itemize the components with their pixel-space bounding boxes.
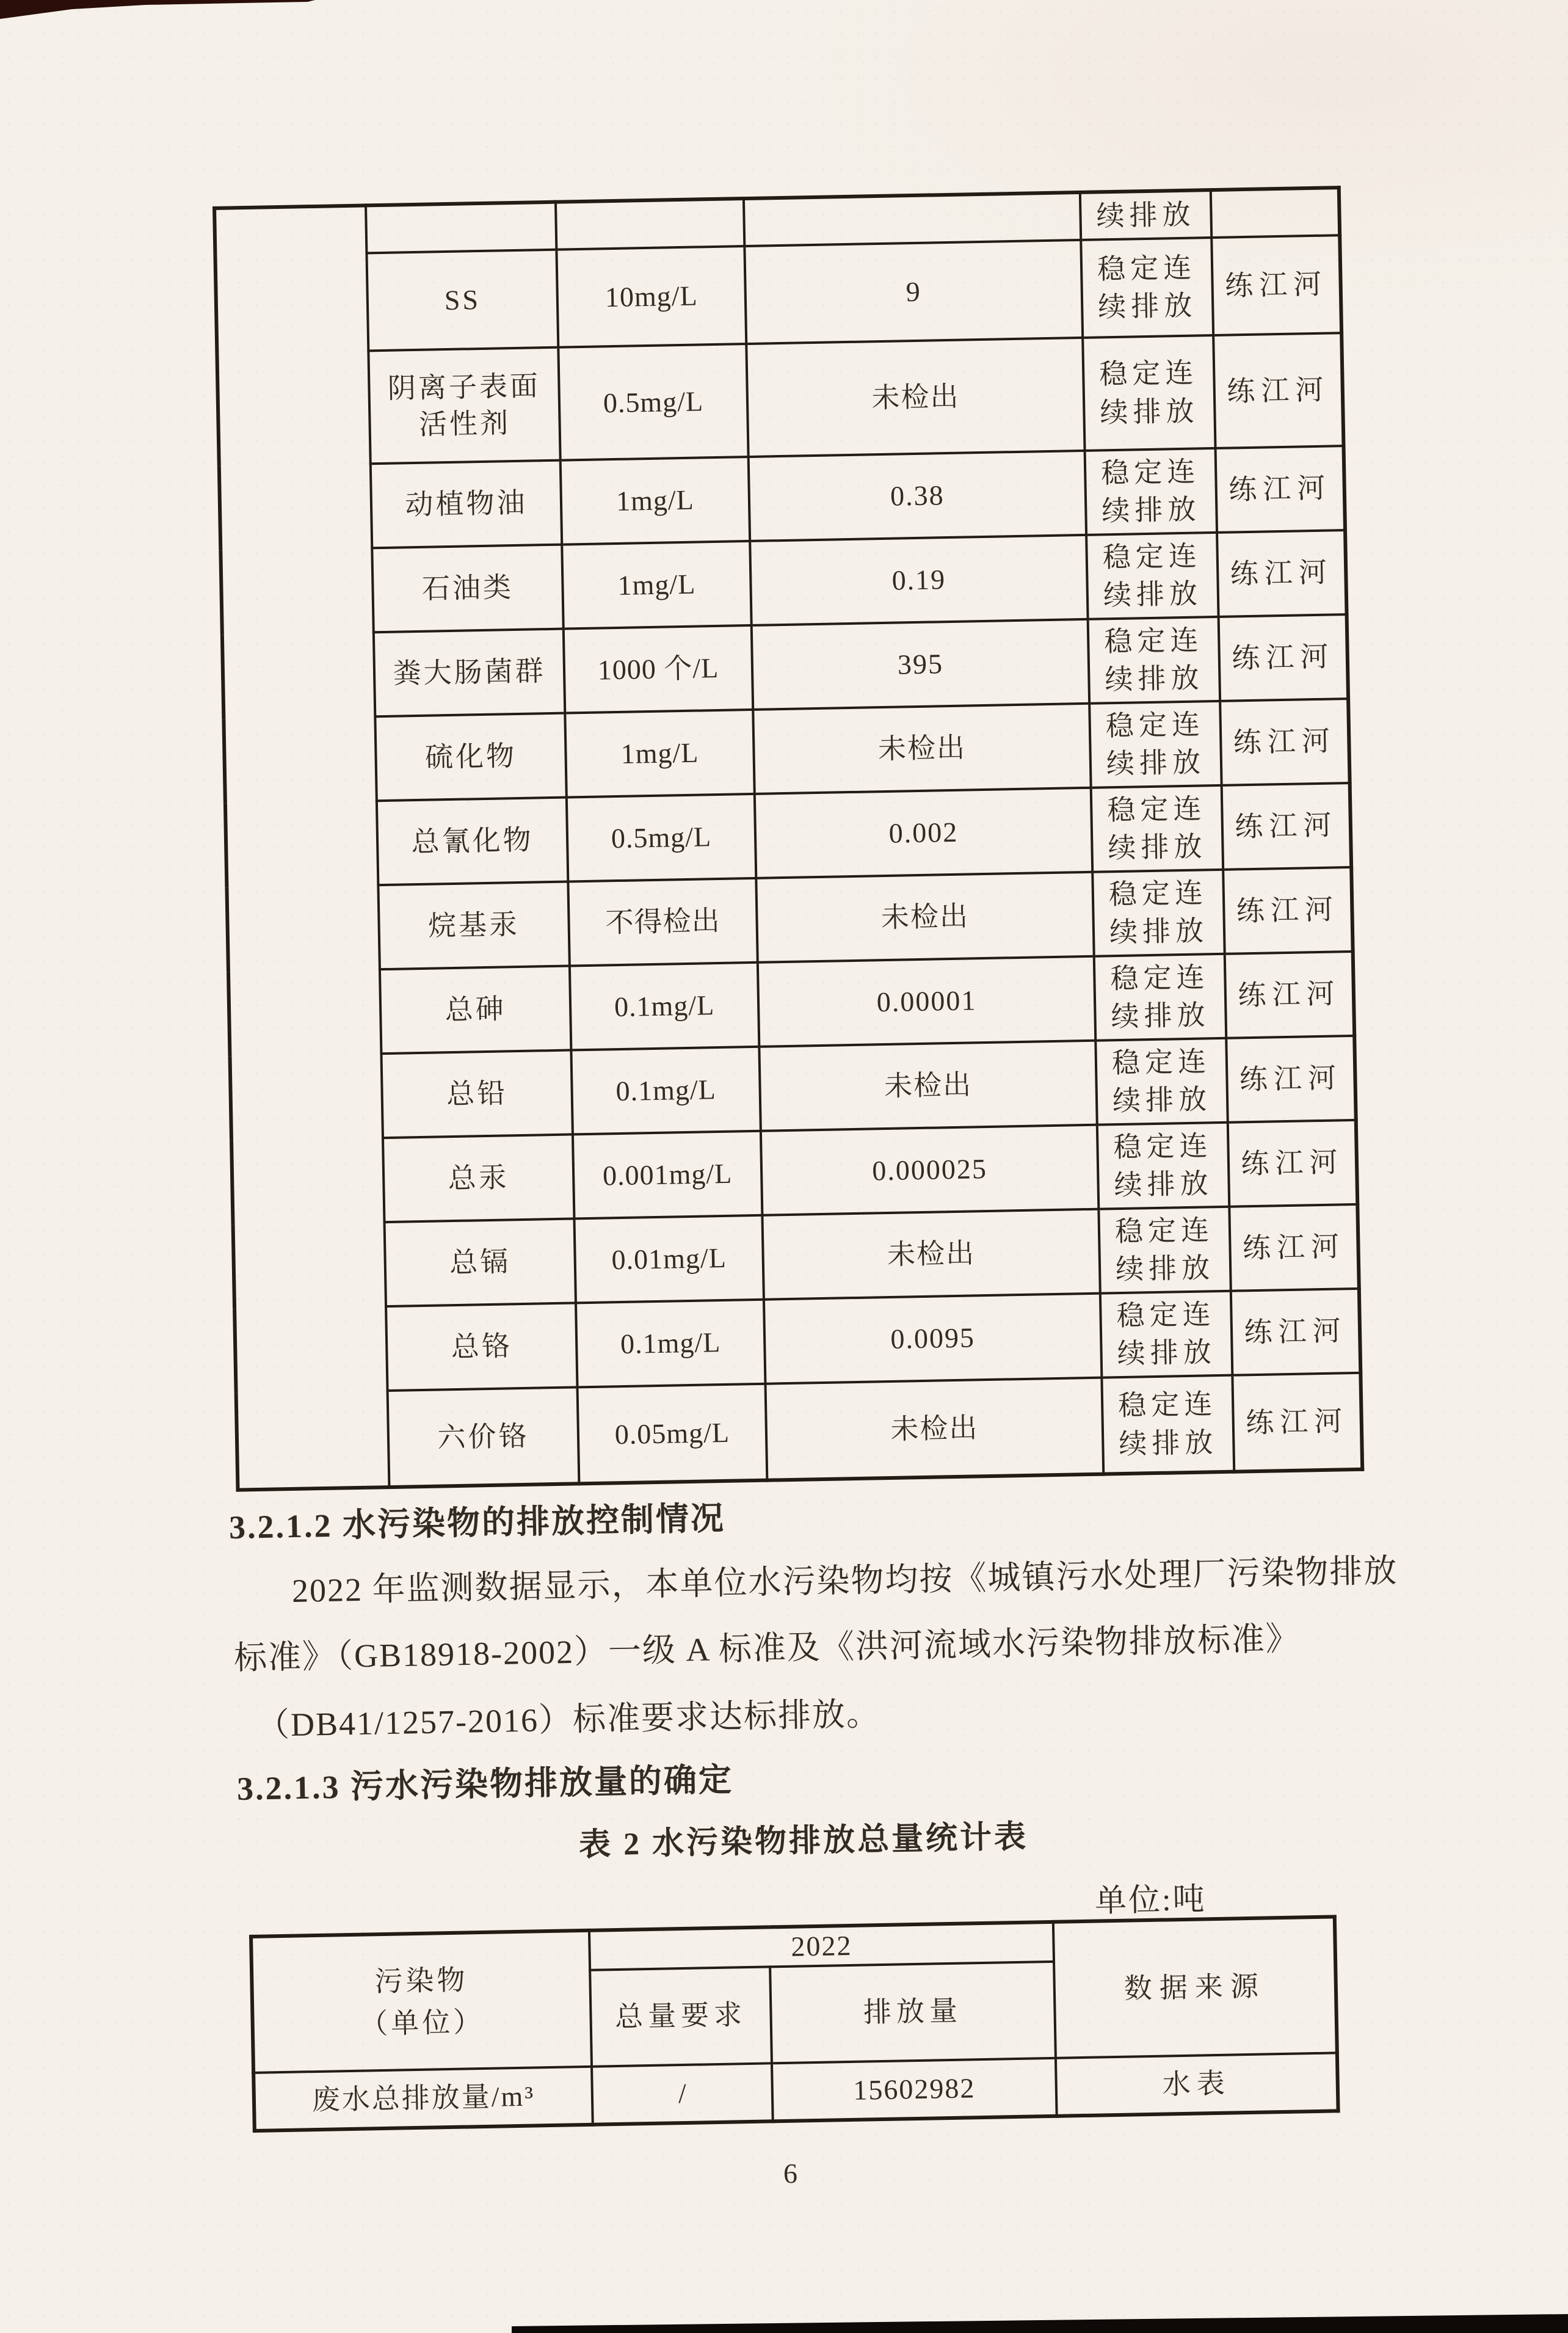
limit-cell	[556, 246, 746, 348]
pollutant-name-cell-text: 动植物油	[405, 487, 528, 521]
table-row	[236, 1373, 1363, 1490]
pollutant-table-body	[214, 187, 1362, 1490]
paragraph-line-1: 2022 年监测数据显示，本单位水污染物均按《城镇污水处理厂污染物排放	[291, 1552, 1398, 1609]
pollutant-name-cell-text: 总铅	[446, 1077, 508, 1110]
table2-discharge-cell	[772, 2058, 1057, 2122]
measured-value-cell	[746, 338, 1084, 457]
discharge-mode-cell-text: 稳定连续排放	[1106, 793, 1207, 864]
receiving-water-cell	[1219, 614, 1348, 701]
receiving-water-cell	[1223, 867, 1352, 954]
discharge-mode-cell-text: 稳定连续排放	[1097, 252, 1197, 323]
measured-value-cell-text: 0.38	[890, 479, 945, 512]
pollutant-name-cell	[375, 713, 566, 801]
receiving-water-cell-text: 练江河	[1228, 472, 1332, 506]
receiving-water-cell-text: 练江河	[1239, 1062, 1343, 1096]
limit-cell	[570, 963, 759, 1050]
pollutant-name-cell-text: SS	[444, 284, 481, 316]
table2-datasource-value: 水表	[1162, 2067, 1232, 2100]
discharge-mode-cell	[1081, 238, 1213, 338]
limit-cell-text: 1mg/L	[617, 568, 696, 602]
table2-year-text: 2022	[791, 1929, 852, 1962]
pollutant-name-cell-text: 烷基汞	[427, 909, 520, 942]
measured-value-cell	[744, 192, 1081, 246]
table2-pollutant-value: 废水总排放量/m³	[311, 2080, 535, 2116]
pollutant-name-cell	[388, 1387, 579, 1487]
pollutant-name-cell	[368, 348, 560, 464]
measured-value-cell-text: 0.002	[888, 816, 959, 849]
receiving-water-cell-text: 练江河	[1237, 978, 1341, 1011]
pollutant-name-cell-text: 总砷	[445, 993, 507, 1026]
table2-total-requirement-cell	[592, 2063, 773, 2124]
measured-value-cell	[753, 704, 1091, 794]
discharge-mode-cell	[1080, 190, 1211, 240]
receiving-water-cell	[1216, 446, 1345, 533]
pollutant-name-cell	[380, 966, 571, 1054]
receiving-water-cell-text: 练江河	[1244, 1315, 1348, 1348]
measured-value-cell-text: 未检出	[877, 732, 967, 765]
measured-value-cell	[758, 956, 1095, 1047]
pollutant-name-cell	[383, 1134, 574, 1222]
pollutant-name-cell-text: 总汞	[448, 1162, 510, 1195]
discharge-mode-cell-text: 稳定连续排放	[1116, 1298, 1217, 1370]
discharge-mode-cell	[1086, 533, 1218, 619]
measured-value-cell	[759, 1041, 1097, 1131]
receiving-water-cell-text: 练江河	[1230, 556, 1334, 590]
pollutant-name-cell	[366, 202, 556, 253]
receiving-water-cell-text: 练江河	[1231, 641, 1335, 674]
measured-value-cell-text: 0.00001	[876, 985, 977, 1018]
limit-cell	[576, 1300, 765, 1388]
pollutant-name-cell-text: 总铬	[451, 1330, 513, 1363]
pollutant-name-cell-text: 石油类	[421, 572, 514, 605]
limit-cell-text: 0.1mg/L	[614, 989, 715, 1023]
discharge-mode-cell-text: 稳定连续排放	[1105, 708, 1206, 780]
receiving-water-cell	[1222, 783, 1351, 870]
pollutant-name-cell	[372, 545, 563, 633]
limit-cell-text: 0.1mg/L	[620, 1327, 721, 1360]
table2-unit-note: 单位:吨	[1094, 1882, 1207, 1919]
measured-value-cell	[765, 1378, 1103, 1480]
limit-cell-text: 0.05mg/L	[614, 1416, 730, 1450]
pollutant-name-cell-text: 硫化物	[424, 740, 517, 773]
measured-value-cell-text: 未检出	[890, 1411, 979, 1445]
table2-caption: 表 2 水污染物排放总量统计表	[578, 1819, 1029, 1863]
discharge-mode-cell-text: 稳定连续排放	[1113, 1130, 1214, 1201]
receiving-water-cell-text: 练江河	[1241, 1146, 1344, 1180]
pollutant-name-cell-text: 总镉	[449, 1246, 511, 1279]
limit-cell-text: 0.5mg/L	[603, 385, 704, 418]
discharge-mode-cell	[1100, 1291, 1232, 1378]
measured-value-cell	[752, 619, 1089, 710]
measured-value-cell-text: 未检出	[871, 380, 960, 413]
limit-cell	[568, 878, 757, 966]
measured-value-cell-text: 0.19	[891, 564, 946, 596]
table2-datasource-header-text: 数据来源	[1123, 1970, 1266, 2004]
receiving-water-cell	[1211, 187, 1340, 238]
pollutant-name-cell	[366, 250, 558, 351]
receiving-water-cell-text: 练江河	[1226, 374, 1330, 407]
discharge-mode-cell	[1098, 1207, 1230, 1294]
limit-cell-text: 10mg/L	[604, 280, 699, 313]
table2-pollutant-header-line2: （单位）	[359, 2006, 485, 2040]
limit-cell	[561, 457, 750, 545]
limit-cell-text: 不得检出	[605, 905, 721, 939]
measured-value-cell-text: 未检出	[887, 1237, 976, 1271]
measured-value-cell-text: 未检出	[884, 1069, 973, 1102]
measured-value-cell-text: 395	[897, 648, 944, 680]
table2-discharge-header-text: 排放量	[863, 1995, 963, 2029]
pollutant-table-wrapper	[212, 186, 1364, 1492]
limit-cell-text: 1mg/L	[620, 737, 699, 770]
discharge-mode-cell	[1085, 448, 1217, 535]
receiving-water-cell-text: 练江河	[1236, 894, 1340, 927]
receiving-water-cell	[1226, 1036, 1356, 1123]
table2-discharge-header-cell	[770, 1962, 1056, 2063]
receiving-water-cell	[1229, 1204, 1359, 1291]
limit-cell-text: 0.1mg/L	[615, 1074, 717, 1107]
receiving-water-cell	[1225, 952, 1354, 1038]
discharge-mode-cell	[1088, 617, 1220, 704]
table2-pollutant-cell	[253, 2067, 593, 2131]
pollutant-monitoring-table	[212, 186, 1364, 1492]
limit-cell-text: 0.01mg/L	[611, 1242, 727, 1276]
limit-cell	[578, 1384, 768, 1484]
limit-cell-text: 1mg/L	[615, 484, 695, 517]
receiving-water-cell-text: 练江河	[1224, 268, 1328, 302]
discharge-mode-cell	[1094, 954, 1226, 1041]
discharge-mode-cell-text: 稳定连续排放	[1109, 961, 1210, 1033]
limit-cell	[574, 1215, 763, 1303]
table2-total-requirement-header-cell	[590, 1967, 772, 2066]
limit-cell	[556, 198, 744, 250]
pollutant-name-cell	[374, 629, 565, 717]
discharge-mode-cell	[1097, 1123, 1229, 1209]
scan-artifact-top-edge	[0, 0, 315, 20]
table-row	[217, 333, 1343, 467]
receiving-water-cell	[1211, 235, 1341, 335]
table2-datasource-header-cell	[1053, 1916, 1337, 2058]
measured-value-cell-text: 0.0095	[890, 1322, 976, 1355]
category-cell-empty	[214, 205, 389, 1490]
limit-cell	[571, 1047, 760, 1135]
pollutant-name-cell-text: 总氰化物	[411, 824, 534, 858]
pollutant-name-cell	[385, 1218, 576, 1306]
pollutant-name-cell-text: 阴离子表面活性剂	[387, 369, 541, 440]
receiving-water-cell-text: 练江河	[1242, 1231, 1346, 1264]
table2-total-requirement-text: 总量要求	[614, 1999, 747, 2033]
measured-value-cell	[756, 872, 1094, 963]
discharge-mode-cell-text: 稳定连续排放	[1098, 357, 1199, 428]
table2-discharge-value: 15602982	[852, 2072, 976, 2106]
measured-value-cell-text: 9	[906, 275, 922, 308]
pollutant-name-cell	[378, 882, 569, 970]
measured-value-cell-text: 0.000025	[871, 1153, 988, 1187]
limit-cell	[562, 541, 751, 629]
pollutant-name-cell-text: 六价铬	[437, 1420, 529, 1454]
discharge-mode-cell-text: 稳定连续排放	[1108, 877, 1209, 948]
receiving-water-cell	[1232, 1373, 1362, 1472]
discharge-mode-cell	[1095, 1038, 1227, 1125]
pollutant-name-cell	[386, 1303, 577, 1391]
discharge-mode-cell-text: 稳定连续排放	[1103, 624, 1204, 696]
measured-value-cell-text: 未检出	[880, 900, 970, 934]
table2-pollutant-header-line1: 污染物	[374, 1964, 468, 1998]
discharge-mode-fragment-text: 续排放	[1096, 198, 1196, 232]
discharge-mode-cell	[1083, 335, 1215, 451]
measured-value-cell	[755, 788, 1092, 878]
table2-datasource-cell	[1056, 2053, 1338, 2116]
limit-cell	[564, 625, 753, 713]
total-discharge-table	[249, 1915, 1340, 2132]
measured-value-cell	[761, 1125, 1098, 1215]
page-number: 6	[783, 2158, 797, 2189]
limit-cell-text: 1000 个/L	[597, 652, 719, 686]
discharge-mode-cell-text: 稳定连续排放	[1114, 1214, 1215, 1286]
discharge-mode-cell	[1089, 701, 1221, 788]
pollutant-name-cell	[371, 460, 562, 548]
pollutant-name-cell	[377, 798, 568, 886]
paragraph-line-2: 标准》（GB18918-2002）一级 A 标准及《洪河流域水污染物排放标准》	[233, 1620, 1301, 1676]
receiving-water-cell	[1213, 333, 1343, 448]
discharge-mode-cell-text: 稳定连续排放	[1102, 540, 1203, 611]
receiving-water-cell-text: 练江河	[1233, 725, 1337, 759]
scan-artifact-bottom-edge	[512, 2313, 1568, 2333]
table2-total-requirement-value: /	[678, 2077, 687, 2109]
receiving-water-cell-text: 练江河	[1234, 809, 1338, 843]
discharge-mode-cell	[1102, 1375, 1234, 1474]
total-discharge-table-wrapper	[249, 1915, 1340, 2132]
measured-value-cell	[750, 535, 1087, 625]
table2-pollutant-header-cell	[251, 1931, 592, 2073]
receiving-water-cell	[1220, 699, 1349, 785]
paragraph-line-3: （DB41/1257-2016）标准要求达标排放。	[256, 1695, 881, 1744]
limit-cell	[573, 1131, 762, 1219]
measured-value-cell	[764, 1294, 1102, 1384]
measured-value-cell	[762, 1209, 1100, 1300]
measured-value-cell	[749, 451, 1086, 541]
limit-cell	[567, 794, 756, 882]
discharge-mode-cell-text: 稳定连续排放	[1111, 1046, 1212, 1117]
measured-value-cell	[744, 240, 1083, 344]
discharge-mode-cell	[1092, 870, 1224, 956]
receiving-water-cell-text: 练江河	[1245, 1405, 1349, 1438]
receiving-water-cell	[1217, 530, 1346, 617]
discharge-mode-cell-text: 稳定连续排放	[1100, 456, 1201, 527]
receiving-water-cell	[1228, 1120, 1357, 1207]
discharge-mode-cell	[1091, 785, 1223, 872]
limit-cell	[565, 710, 754, 798]
pollutant-name-cell	[381, 1050, 572, 1138]
pollutant-name-cell-text: 粪大肠菌群	[393, 655, 546, 690]
limit-cell-text: 0.5mg/L	[611, 821, 712, 854]
limit-cell-text: 0.001mg/L	[602, 1157, 733, 1192]
section-heading-3213: 3.2.1.3 污水污染物排放量的确定	[236, 1761, 734, 1807]
discharge-mode-cell-text: 稳定连续排放	[1117, 1388, 1218, 1460]
receiving-water-cell	[1231, 1289, 1360, 1375]
section-heading-3212: 3.2.1.2 水污染物的排放控制情况	[228, 1500, 726, 1546]
limit-cell	[558, 344, 748, 460]
